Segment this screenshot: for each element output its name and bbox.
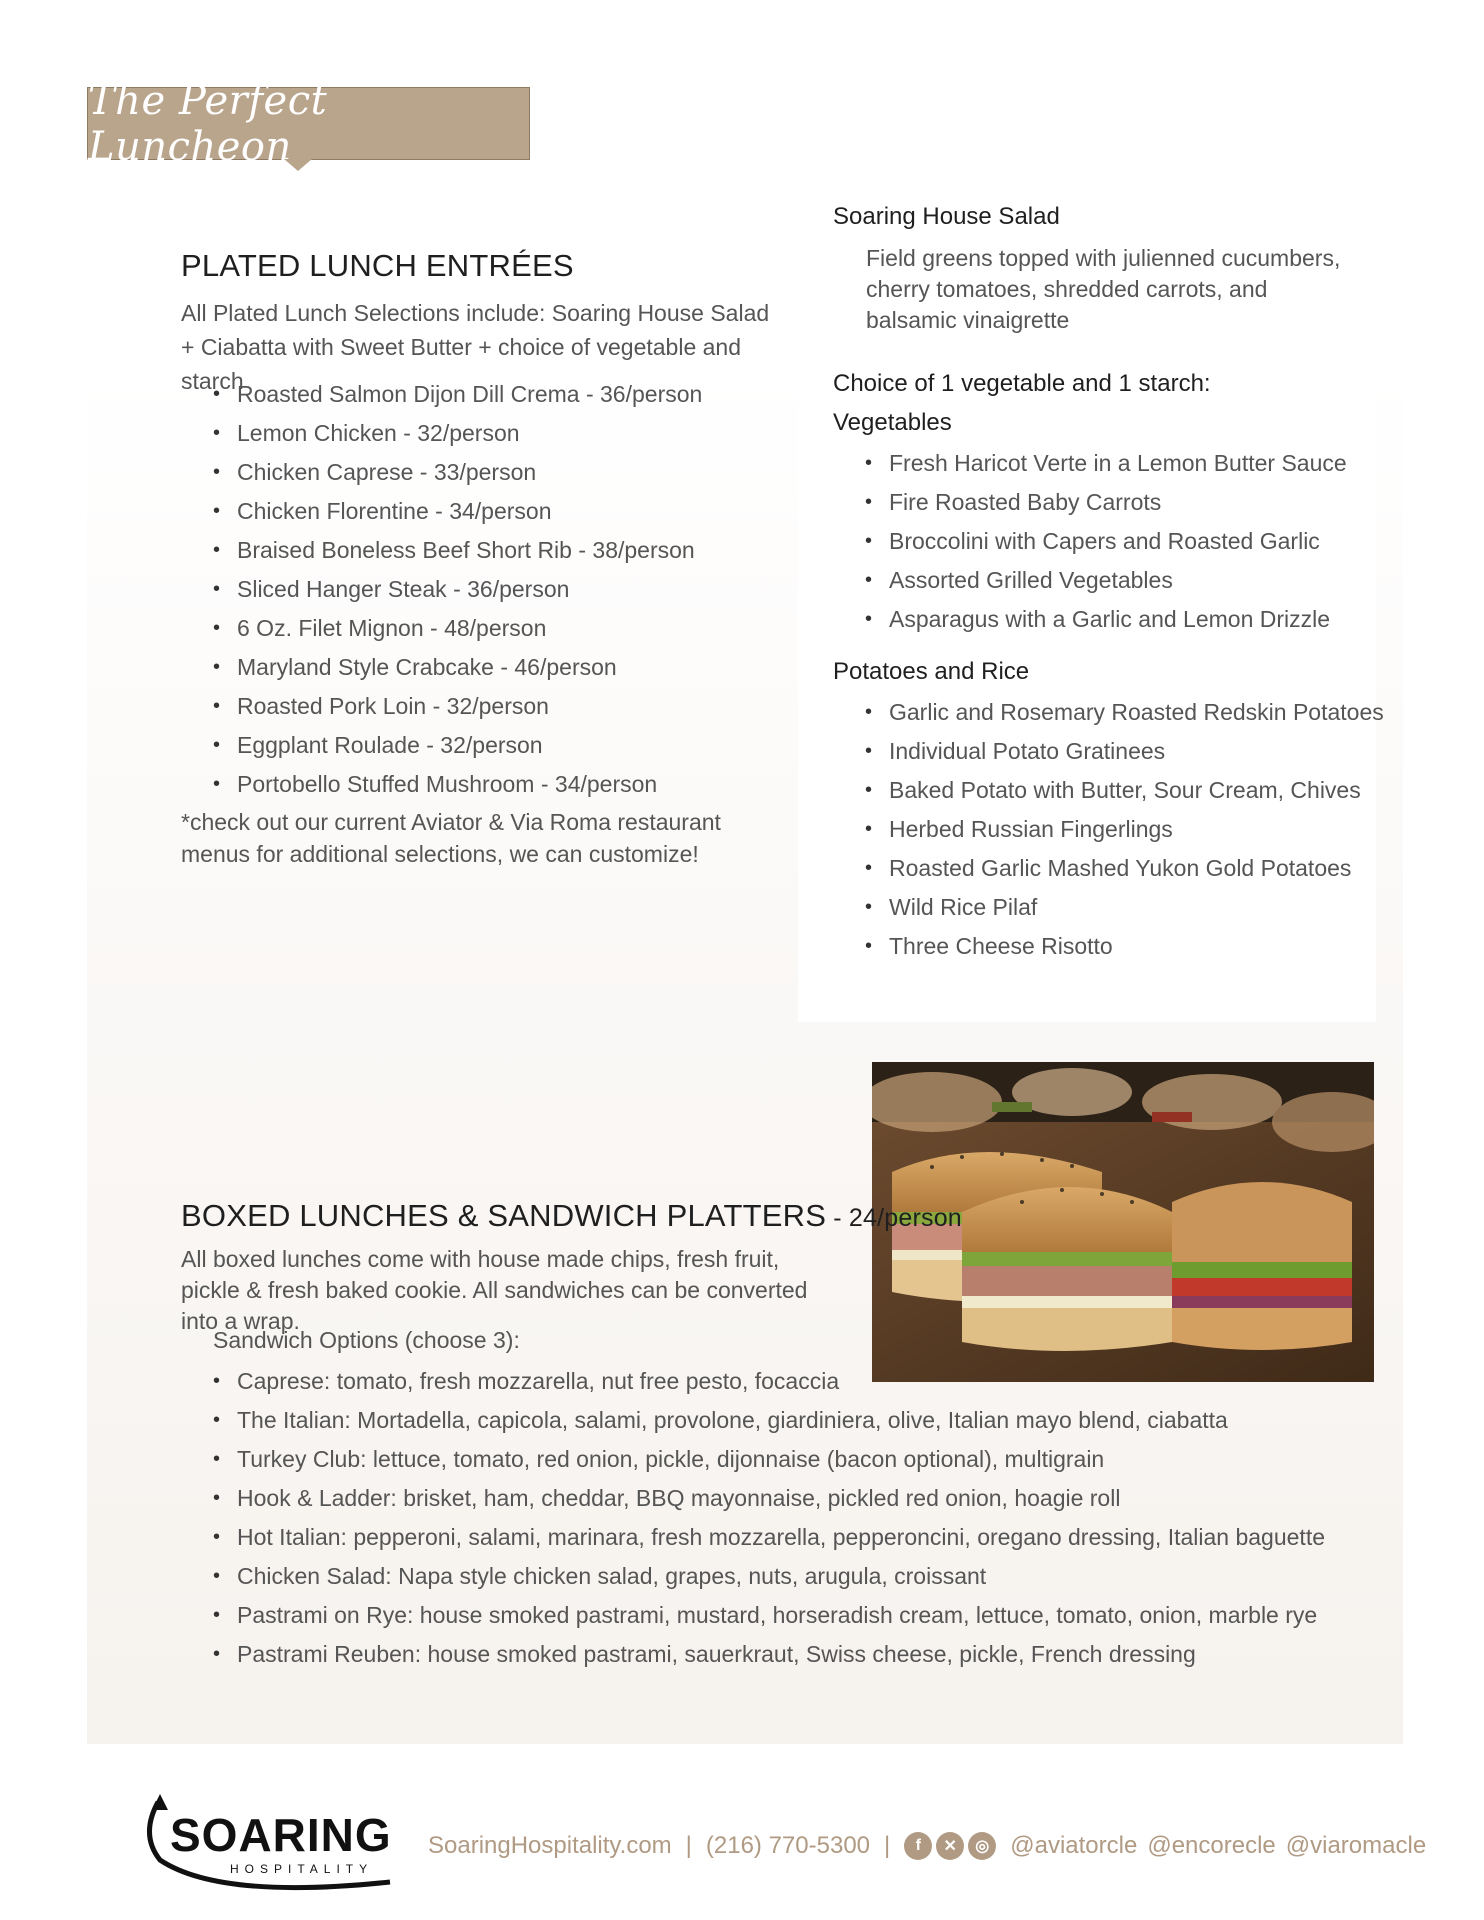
separator: | <box>884 1832 891 1859</box>
handle-encore[interactable]: @encorecle <box>1147 1832 1276 1859</box>
list-item: • Turkey Club: lettuce, tomato, red onion, pickle, dijonnaise (bacon optional), multigrain <box>213 1440 1325 1479</box>
list-item: • Individual Potato Gratinees <box>865 732 1384 771</box>
handle-viaroma[interactable]: @viaromacle <box>1285 1832 1427 1859</box>
boxed-title <box>181 1198 962 1234</box>
list-item: • Pastrami on Rye: house smoked pastrami, mustard, horseradish cream, lettuce, tomato, onion, marble rye <box>213 1596 1325 1635</box>
list-item: • Baked Potato with Butter, Sour Cream, Chives <box>865 771 1384 810</box>
list-item: • Sliced Hanger Steak - 36/person <box>213 570 702 609</box>
list-item: • Eggplant Roulade - 32/person <box>213 726 702 765</box>
sandwich-options-label: Sandwich Options (choose 3): <box>213 1327 520 1353</box>
list-item: • Wild Rice Pilaf <box>865 888 1384 927</box>
list-item: • Fire Roasted Baby Carrots <box>865 483 1347 522</box>
plated-list <box>213 375 702 804</box>
handle-aviator[interactable]: @aviatorcle <box>1010 1832 1138 1859</box>
list-item: • Three Cheese Risotto <box>865 927 1384 966</box>
list-item: • Asparagus with a Garlic and Lemon Drizzle <box>865 600 1347 639</box>
plated-note: *check out our current Aviator & Via Roma restaurant menus for additional selections, we can customize! <box>181 809 721 867</box>
soaring-logo <box>140 1790 400 1900</box>
page-title: The Perfect Luncheon <box>88 77 328 170</box>
list-item: • Pastrami Reuben: house smoked pastrami, sauerkraut, Swiss cheese, pickle, French dressing <box>213 1635 1325 1674</box>
logo-subtitle: HOSPITALITY <box>230 1862 374 1876</box>
title-banner <box>87 77 530 170</box>
vegetables-title: Vegetables <box>833 409 952 436</box>
list-item: • Braised Boneless Beef Short Rib - 38/person <box>213 531 702 570</box>
plated-title: PLATED LUNCH ENTRÉES <box>181 248 574 283</box>
list-item: • Portobello Stuffed Mushroom - 34/person <box>213 765 702 804</box>
boxed-intro: All boxed lunches come with house made chips, fresh fruit, pickle & fresh baked cookie. All sandwiches can be converted into a wrap. <box>181 1246 808 1334</box>
list-item: • Roasted Pork Loin - 32/person <box>213 687 702 726</box>
separator: | <box>685 1832 692 1859</box>
list-item: • Broccolini with Capers and Roasted Garlic <box>865 522 1347 561</box>
list-item: • Fresh Haricot Verte in a Lemon Butter Sauce <box>865 444 1347 483</box>
starch-list <box>865 693 1384 966</box>
x-icon[interactable]: ✕ <box>936 1832 964 1860</box>
choice-title: Choice of 1 vegetable and 1 starch: <box>833 370 1211 397</box>
list-item: • The Italian: Mortadella, capicola, salami, provolone, giardiniera, olive, Italian mayo blend, ciabatta <box>213 1401 1325 1440</box>
phone-number[interactable]: (216) 770-5300 <box>705 1832 871 1859</box>
list-item: • Chicken Caprese - 33/person <box>213 453 702 492</box>
list-item: • Garlic and Rosemary Roasted Redskin Potatoes <box>865 693 1384 732</box>
footer-contact <box>428 1832 1426 1860</box>
vegetables-list <box>865 444 1347 639</box>
list-item: • Roasted Garlic Mashed Yukon Gold Potatoes <box>865 849 1384 888</box>
list-item: • Herbed Russian Fingerlings <box>865 810 1384 849</box>
list-item: • Assorted Grilled Vegetables <box>865 561 1347 600</box>
list-item: • Lemon Chicken - 32/person <box>213 414 702 453</box>
list-item: • Caprese: tomato, fresh mozzarella, nut free pesto, focaccia <box>213 1362 1325 1401</box>
list-item: • Chicken Salad: Napa style chicken salad, grapes, nuts, arugula, croissant <box>213 1557 1325 1596</box>
boxed-title-text: BOXED LUNCHES & SANDWICH PLATTERS <box>181 1198 827 1233</box>
list-item: • Maryland Style Crabcake - 46/person <box>213 648 702 687</box>
website-link[interactable]: SoaringHospitality.com <box>428 1832 672 1859</box>
salad-description: Field greens topped with julienned cucumbers, cherry tomatoes, shredded carrots, and balsamic vinaigrette <box>866 245 1341 333</box>
sandwich-list <box>213 1362 1325 1674</box>
list-item: • Roasted Salmon Dijon Dill Crema - 36/person <box>213 375 702 414</box>
list-item: • Hot Italian: pepperoni, salami, marinara, fresh mozzarella, pepperoncini, oregano dressing, Italian baguette <box>213 1518 1325 1557</box>
logo-wordmark: SOARING <box>170 1809 392 1861</box>
starch-title: Potatoes and Rice <box>833 658 1030 685</box>
list-item: • 6 Oz. Filet Mignon - 48/person <box>213 609 702 648</box>
list-item: • Hook & Ladder: brisket, ham, cheddar, BBQ mayonnaise, pickled red onion, hoagie roll <box>213 1479 1325 1518</box>
plated-intro: All Plated Lunch Selections include: Soaring House Salad + Ciabatta with Sweet Butter + choice of vegetable and starch <box>181 300 770 394</box>
list-item: • Chicken Florentine - 34/person <box>213 492 702 531</box>
salad-title: Soaring House Salad <box>833 203 1060 230</box>
boxed-price: - 24/person <box>826 1204 962 1232</box>
instagram-icon[interactable]: ◎ <box>968 1832 996 1860</box>
facebook-icon[interactable]: f <box>904 1832 932 1860</box>
